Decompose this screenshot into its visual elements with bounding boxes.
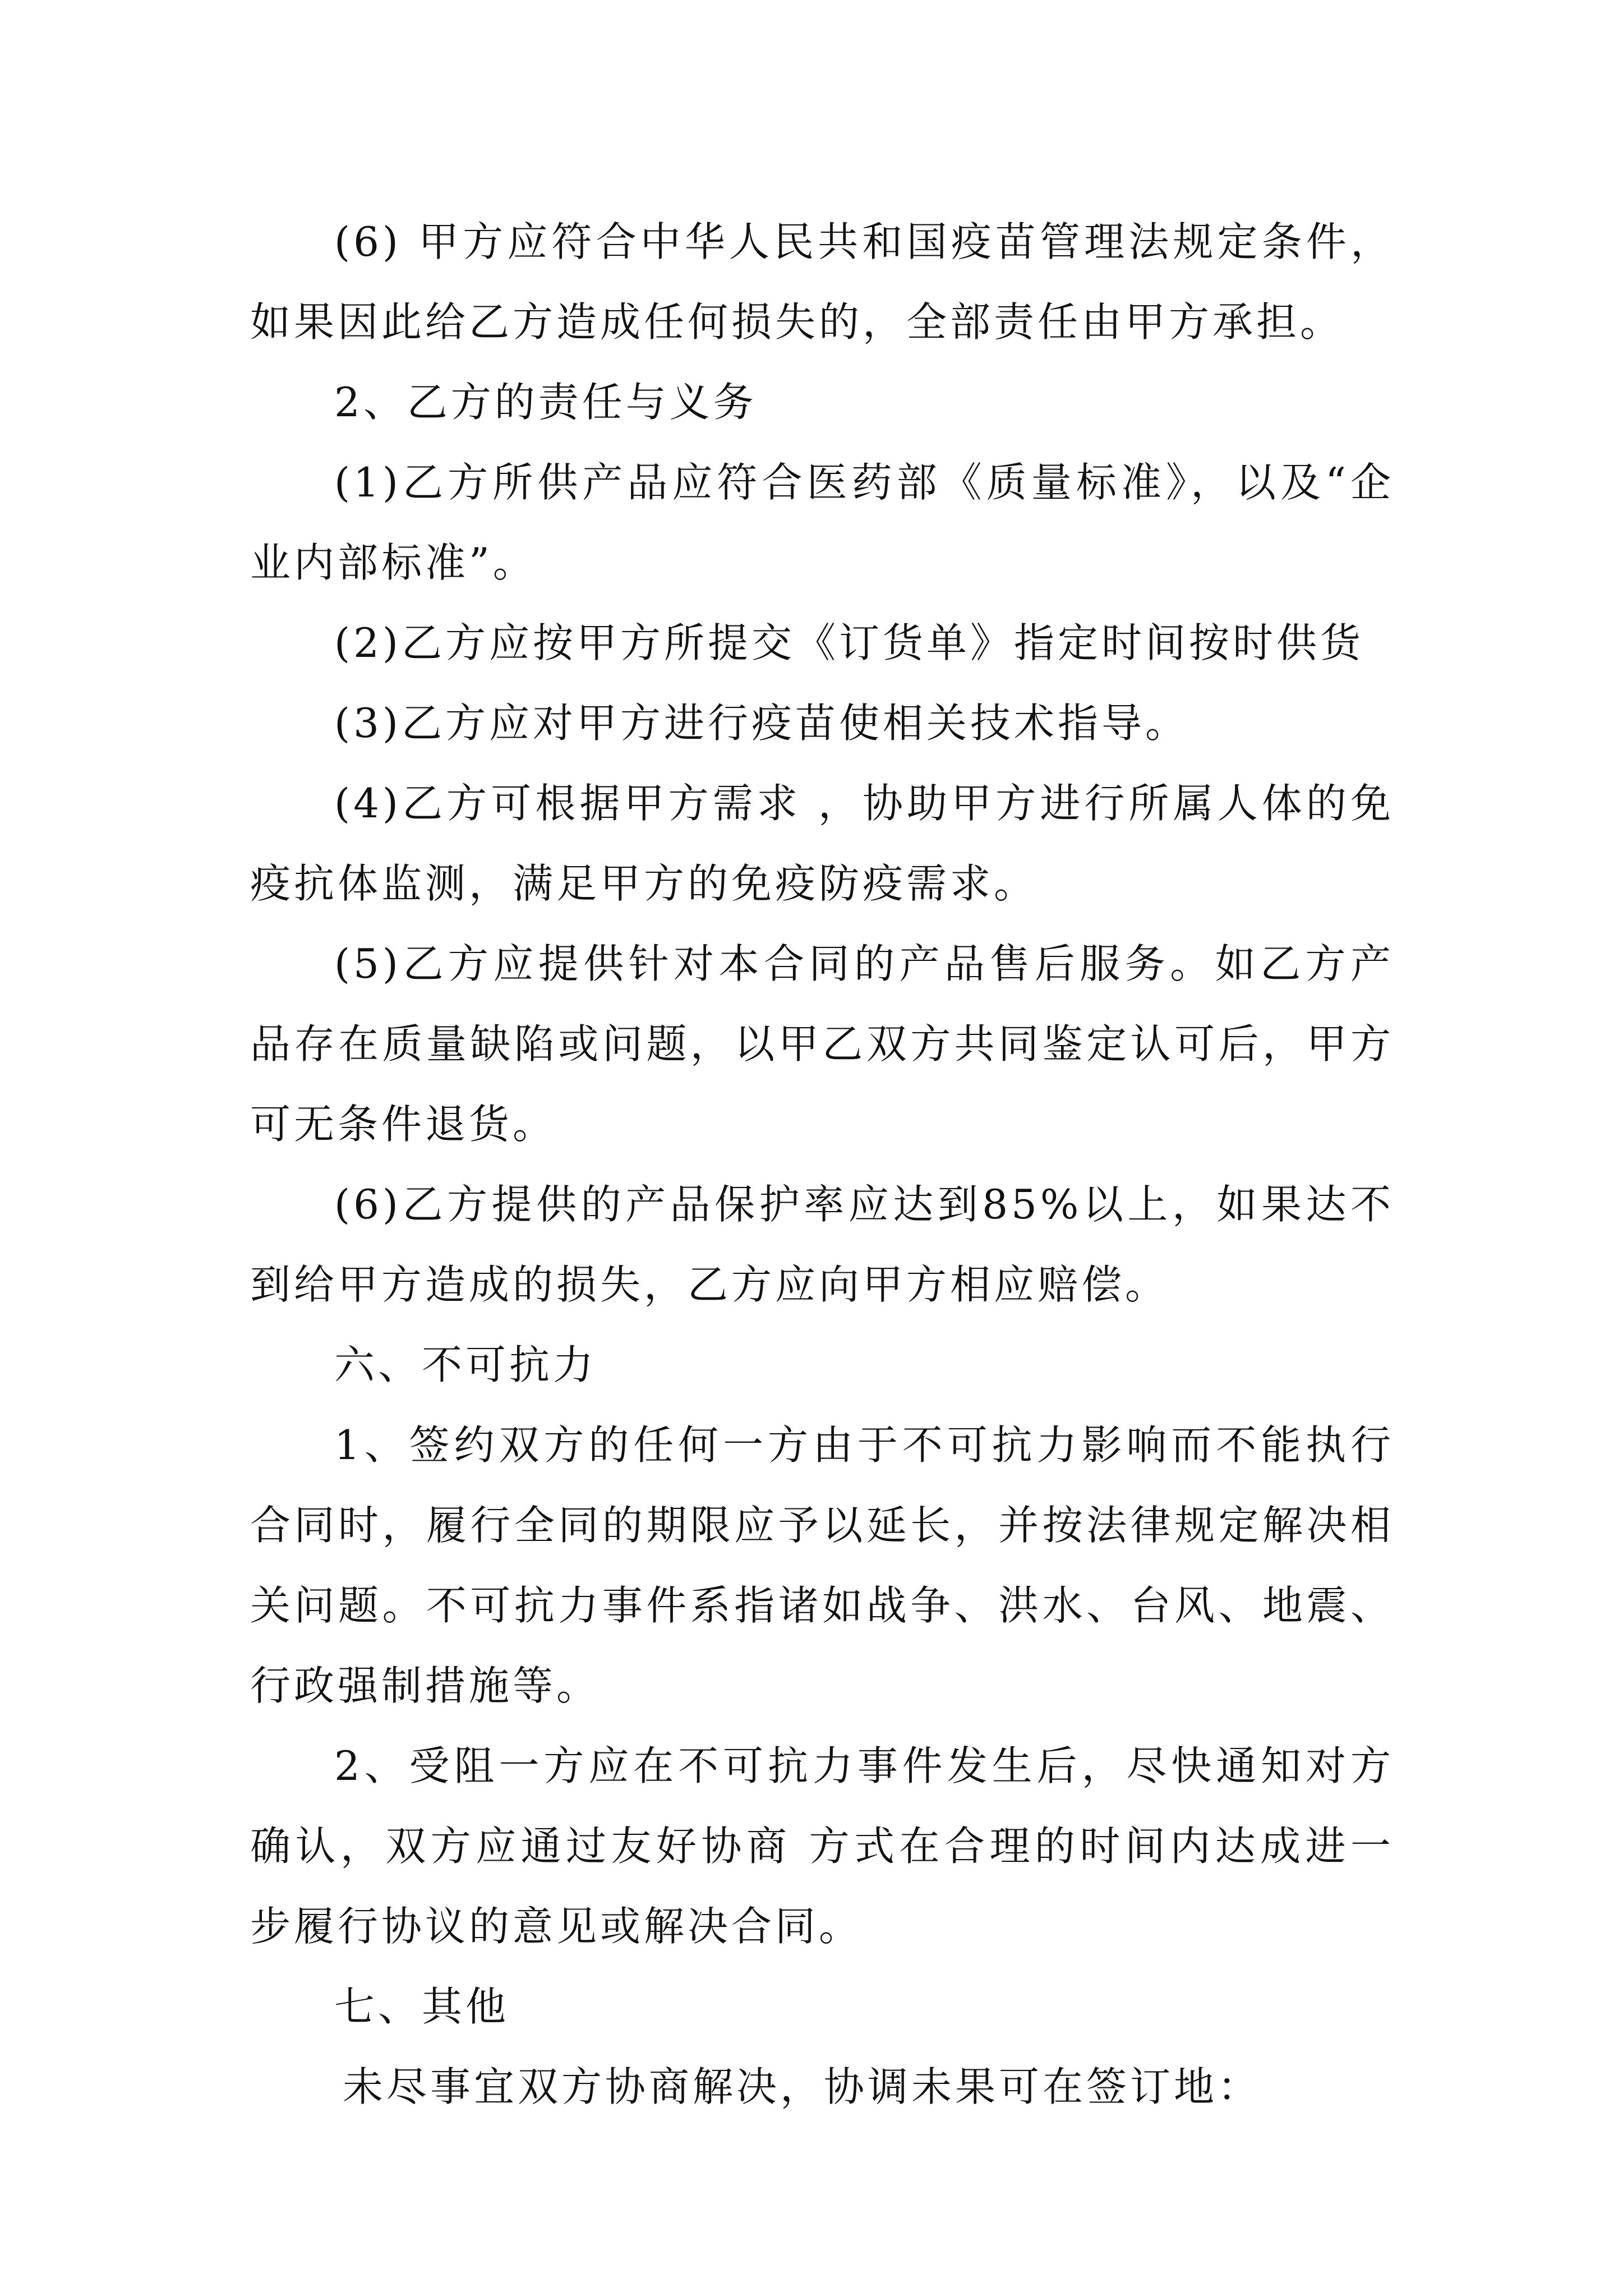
paragraph-party-b-clause-5: (5)乙方应提供针对本合同的产品售后服务。如乙方产品存在质量缺陷或问题，以甲乙双方共同鉴定认可后，甲方可无条件退货。	[250, 940, 1394, 1148]
paragraph-party-b-clause-2: (2)乙方应按甲方所提交《订货单》指定时间按时供货	[334, 619, 1364, 666]
section-heading-force-majeure: 六、不可抗力	[334, 1341, 597, 1388]
paragraph-other-1: 未尽事宜双方协商解决，协调未果可在签订地：	[343, 2063, 1262, 2110]
paragraph-force-majeure-1: 1、签约双方的任何一方由于不可抗力影响而不能执行合同时，履行全同的期限应予以延长，并按法律规定解决相关问题。不可抗力事件系指诸如战争、洪水、台风、地震、行政强制措施等。	[250, 1421, 1394, 1709]
section-heading-other: 七、其他	[334, 1983, 510, 2030]
paragraph-party-b-clause-4: (4)乙方可根据甲方需求 ，协助甲方进行所属人体的免疫抗体监测，满足甲方的免疫防疫需求。	[250, 780, 1394, 907]
document-body	[250, 202, 1394, 2127]
paragraph-force-majeure-2: 2、受阻一方应在不可抗力事件发生后，尽快通知对方确认，双方应通过友好协商 方式在合理的时间内达成进一步履行协议的意见或解决合同。	[250, 1742, 1394, 1950]
section-heading-party-b-duties: 2、乙方的责任与义务	[334, 379, 757, 426]
paragraph-party-b-clause-3: (3)乙方应对甲方进行疫苗使相关技术指导。	[334, 700, 1189, 747]
paragraph-party-b-clause-1: (1)乙方所供产品应符合医药部《质量标准》，以及“企业内部标准”。	[250, 459, 1394, 586]
paragraph-party-a-clause-6: (6) 甲方应符合中华人民共和国疫苗管理法规定条件，如果因此给乙方造成任何损失的，全部责任由甲方承担。	[250, 218, 1394, 346]
paragraph-party-b-clause-6: (6)乙方提供的产品保护率应达到85%以上，如果达不到给甲方造成的损失，乙方应向甲方相应赔偿。	[250, 1181, 1394, 1308]
